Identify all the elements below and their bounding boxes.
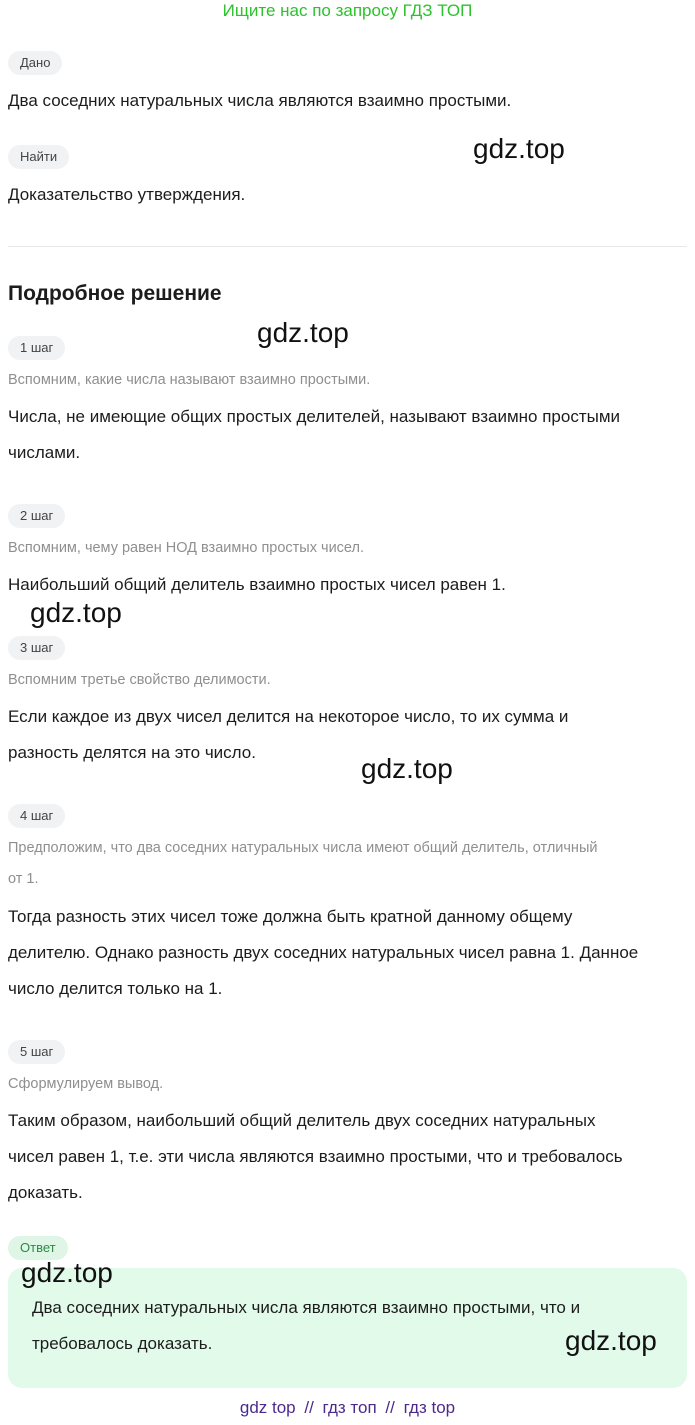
- answer-line: Два соседних натуральных числа являются взаимно простыми, что и: [32, 1298, 581, 1317]
- step-1-hint: Вспомним, какие числа называют взаимно простыми.: [8, 372, 371, 388]
- step-4-badge: 4 шаг: [8, 804, 65, 828]
- step-4-hint-line: Предположим, что два соседних натуральных числа имеют общий делитель, отличный: [8, 840, 598, 856]
- step-1-line: числами.: [8, 443, 81, 462]
- step-1-body: [8, 399, 688, 471]
- answer-line: требовалось доказать.: [32, 1334, 213, 1353]
- watermark: gdz.top: [30, 597, 122, 628]
- given-text: Два соседних натуральных числа являются взаимно простыми.: [8, 91, 512, 110]
- step-5-line: чисел равен 1, т.е. эти числа являются взаимно простыми, что и требовалось: [8, 1147, 623, 1166]
- section-divider: [8, 246, 687, 247]
- footer-link[interactable]: gdz top: [239, 1398, 296, 1417]
- step-3-badge: 3 шаг: [8, 636, 65, 660]
- search-banner: Ищите нас по запросу ГДЗ ТОП: [222, 1, 473, 20]
- footer-separator: //: [385, 1398, 395, 1417]
- step-5-body: [8, 1103, 688, 1211]
- step-2-badge: 2 шаг: [8, 504, 65, 528]
- step-3-line: разность делятся на это число.: [8, 743, 256, 762]
- answer-text: [32, 1290, 652, 1362]
- find-text: Доказательство утверждения.: [8, 185, 246, 204]
- solution-title: Подробное решение: [8, 282, 222, 305]
- watermark: gdz.top: [257, 317, 349, 348]
- step-2-hint: Вспомним, чему равен НОД взаимно простых чисел.: [8, 540, 364, 556]
- step-2-line: Наибольший общий делитель взаимно простых чисел равен 1.: [8, 575, 506, 594]
- watermark: gdz.top: [565, 1325, 657, 1356]
- step-1-badge: 1 шаг: [8, 336, 65, 360]
- footer-link[interactable]: гдз top: [403, 1398, 456, 1417]
- watermark: gdz.top: [473, 133, 565, 164]
- step-4-body: [8, 899, 688, 1007]
- footer-links: [0, 1398, 695, 1418]
- step-5-hint: Сформулируем вывод.: [8, 1076, 164, 1092]
- step-1-line: Числа, не имеющие общих простых делителей, называют взаимно простыми: [8, 407, 621, 426]
- step-5-line: доказать.: [8, 1183, 83, 1202]
- step-5-badge: 5 шаг: [8, 1040, 65, 1064]
- footer-separator: //: [304, 1398, 314, 1417]
- step-3-hint: Вспомним третье свойство делимости.: [8, 672, 271, 688]
- watermark: gdz.top: [21, 1257, 113, 1288]
- step-3-body: [8, 699, 688, 771]
- step-3-line: Если каждое из двух чисел делится на некоторое число, то их сумма и: [8, 707, 569, 726]
- step-4-line: делителю. Однако разность двух соседних натуральных чисел равна 1. Данное: [8, 943, 639, 962]
- step-4-hint: [8, 833, 688, 895]
- step-4-line: число делится только на 1.: [8, 979, 223, 998]
- step-5-line: Таким образом, наибольший общий делитель двух соседних натуральных: [8, 1111, 596, 1130]
- answer-badge: Ответ: [8, 1236, 68, 1260]
- watermark: gdz.top: [361, 753, 453, 784]
- step-4-hint-line: от 1.: [8, 871, 39, 887]
- footer-link[interactable]: гдз топ: [322, 1398, 377, 1417]
- step-4-line: Тогда разность этих чисел тоже должна быть кратной данному общему: [8, 907, 573, 926]
- given-badge: Дано: [8, 51, 62, 75]
- find-badge: Найти: [8, 145, 69, 169]
